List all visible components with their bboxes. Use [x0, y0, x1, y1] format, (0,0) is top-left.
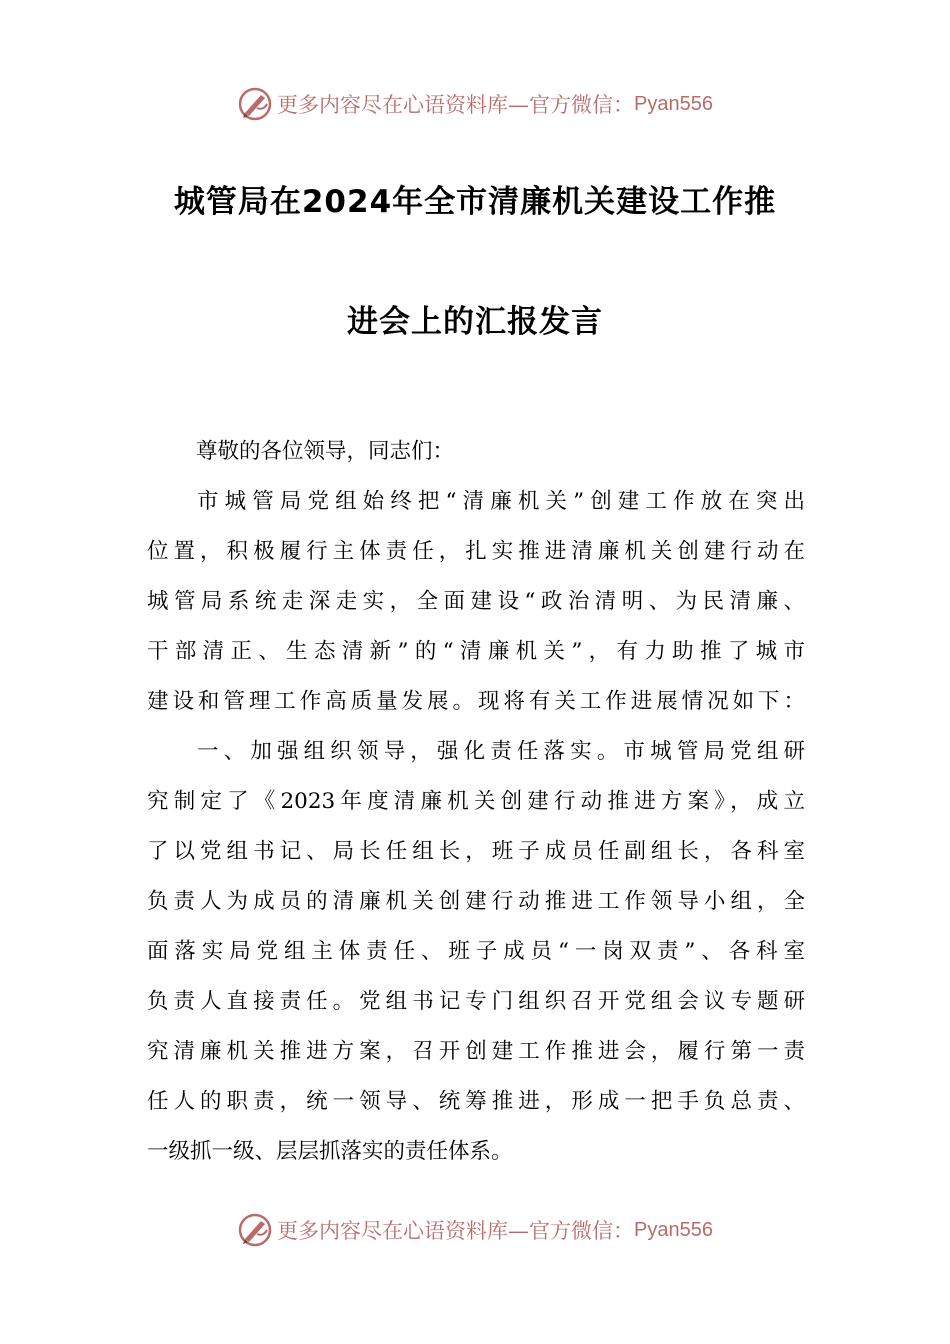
paragraph-line: 城管局系统走深走实，全面建设“政治清明、为民清廉、: [147, 589, 805, 614]
paragraph-line: 位置，积极履行主体责任，扎实推进清廉机关创建行动在: [147, 539, 805, 564]
pen-logo-icon: [237, 1212, 273, 1248]
watermark-text: 更多内容尽在心语资料库—官方微信：: [277, 1219, 635, 1243]
paragraph-line: 市城管局党组始终把“清廉机关”创建工作放在突出: [197, 489, 805, 514]
paragraph-line: 面落实局党组主体责任、班子成员“一岗双责”、各科室: [147, 939, 805, 964]
paragraph-line: 负责人为成员的清廉机关创建行动推进工作领导小组，全: [147, 889, 805, 914]
watermark-footer: [0, 1210, 950, 1250]
paragraph-line: 建设和管理工作高质量发展。现将有关工作进展情况如下：: [147, 689, 805, 714]
paragraph-line: 一级抓一级、层层抓落实的责任体系。: [147, 1139, 513, 1164]
paragraph-section-one: [147, 727, 805, 1177]
document-title-line-1: 城管局在2024年全市清廉机关建设工作推: [173, 184, 777, 220]
paragraph-line: 究制定了《2023年度清廉机关创建行动推进方案》，成立: [147, 789, 805, 814]
salutation-text: 尊敬的各位领导，同志们：: [196, 439, 455, 464]
pen-logo-icon: [237, 86, 273, 122]
paragraph-line: 负责人直接责任。党组书记专门组织召开党组会议专题研: [147, 989, 805, 1014]
watermark-header: [0, 84, 950, 124]
paragraph-line: 一、加强组织领导，强化责任落实。市城管局党组研: [197, 739, 805, 764]
document-title-line-2: 进会上的汇报发言: [347, 304, 603, 340]
paragraph-line: 究清廉机关推进方案，召开创建工作推进会，履行第一责: [147, 1039, 805, 1064]
paragraph-intro: [147, 477, 805, 727]
paragraph-line: 任人的职责，统一领导、统筹推进，形成一把手负总责、: [147, 1089, 805, 1114]
watermark-text: 更多内容尽在心语资料库—官方微信：: [277, 93, 635, 117]
watermark-wechat-id: Pyan556: [634, 1218, 713, 1241]
watermark-wechat-id: Pyan556: [634, 92, 713, 115]
paragraph-line: 干部清正、生态清新”的“清廉机关”，有力助推了城市: [147, 639, 805, 664]
paragraph-line: 了以党组书记、局长任组长，班子成员任副组长，各科室: [147, 839, 805, 864]
salutation: [196, 427, 796, 477]
